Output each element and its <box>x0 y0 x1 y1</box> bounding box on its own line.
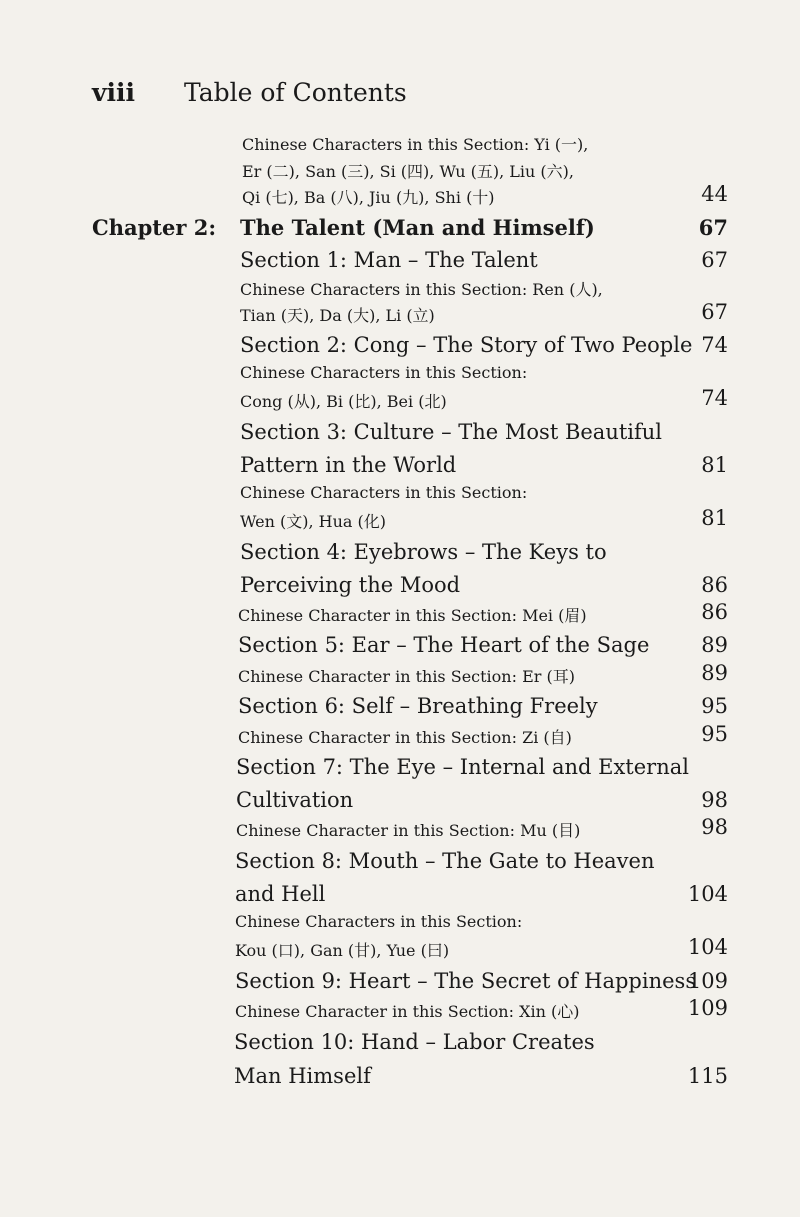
entry-line: Qi (七), Ba (八), Jiu (九), Shi (十) <box>242 188 495 207</box>
entry-page-number: 109 <box>687 996 728 1020</box>
entry-line: Chinese Character in this Section: Mei (眉) <box>238 606 587 625</box>
entry-page-number: 86 <box>701 600 728 624</box>
entry-line: Wen (文), Hua (化) <box>240 512 387 531</box>
entry-page-number: 95 <box>701 722 728 746</box>
entry-page-number: 81 <box>701 453 728 477</box>
entry-line: Chinese Character in this Section: Xin (心) <box>235 1002 580 1021</box>
entry-page-number: 98 <box>701 788 728 812</box>
page-title: Table of Contents <box>184 78 407 107</box>
entry-line: Kou (口), Gan (甘), Yue (曰) <box>235 941 450 960</box>
section-title: Section 10: Hand – Labor Creates <box>234 1030 595 1054</box>
entry-line: Chinese Character in this Section: Er (耳) <box>238 667 575 686</box>
entry-page-number: 81 <box>701 506 728 530</box>
section-title: Pattern in the World <box>240 453 457 477</box>
entry-page-number: 98 <box>701 815 728 839</box>
section-title: Cultivation <box>236 788 354 812</box>
entry-page-number: 67 <box>698 215 728 240</box>
entry-page-number: 104 <box>687 882 728 906</box>
running-header <box>92 78 407 107</box>
entry-page-number: 89 <box>701 661 728 685</box>
entry-line: Er (二), San (三), Si (四), Wu (五), Liu (六), <box>242 162 574 181</box>
section-title: and Hell <box>235 882 326 906</box>
section-title: Section 9: Heart – The Secret of Happiness <box>235 969 697 993</box>
entry-page-number: 89 <box>701 633 728 657</box>
entry-line: Tian (天), Da (大), Li (立) <box>240 306 435 325</box>
entry-page-number: 95 <box>701 694 728 718</box>
entry-page-number: 104 <box>687 935 728 959</box>
entry-line: Cong (从), Bi (比), Bei (北) <box>240 392 447 411</box>
page-number-label: viii <box>92 78 136 107</box>
section-title: Section 2: Cong – The Story of Two People <box>240 333 693 357</box>
entry-line: Chinese Character in this Section: Zi (自) <box>238 728 572 747</box>
section-title: Section 4: Eyebrows – The Keys to <box>240 540 607 564</box>
entry-page-number: 74 <box>701 386 728 410</box>
section-title: Section 1: Man – The Talent <box>240 248 538 272</box>
section-title: Section 7: The Eye – Internal and External <box>236 755 689 779</box>
entry-line: Chinese Characters in this Section: <box>240 483 528 502</box>
entry-line: Chinese Characters in this Section: <box>240 363 528 382</box>
entry-page-number: 115 <box>687 1064 728 1088</box>
chapter-title: The Talent (Man and Himself) <box>240 215 595 240</box>
section-title: Perceiving the Mood <box>240 573 461 597</box>
entry-line: Chinese Character in this Section: Mu (目) <box>236 821 581 840</box>
section-title: Section 3: Culture – The Most Beautiful <box>240 420 663 444</box>
section-title: Section 6: Self – Breathing Freely <box>238 694 598 718</box>
entry-page-number: 74 <box>701 333 728 357</box>
entry-line: Chinese Characters in this Section: Ren (人), <box>240 280 603 299</box>
entry-page-number: 67 <box>701 300 728 324</box>
chapter-label: Chapter 2: <box>92 215 217 240</box>
entry-line: Chinese Characters in this Section: Yi (一), <box>242 135 589 154</box>
entry-page-number: 86 <box>701 573 728 597</box>
section-title: Section 5: Ear – The Heart of the Sage <box>238 633 650 657</box>
entry-line: Chinese Characters in this Section: <box>235 912 523 931</box>
section-title: Man Himself <box>234 1064 371 1088</box>
entry-page-number: 109 <box>687 969 728 993</box>
section-title: Section 8: Mouth – The Gate to Heaven <box>235 849 655 873</box>
entry-page-number: 44 <box>701 182 728 206</box>
entry-page-number: 67 <box>701 248 728 272</box>
